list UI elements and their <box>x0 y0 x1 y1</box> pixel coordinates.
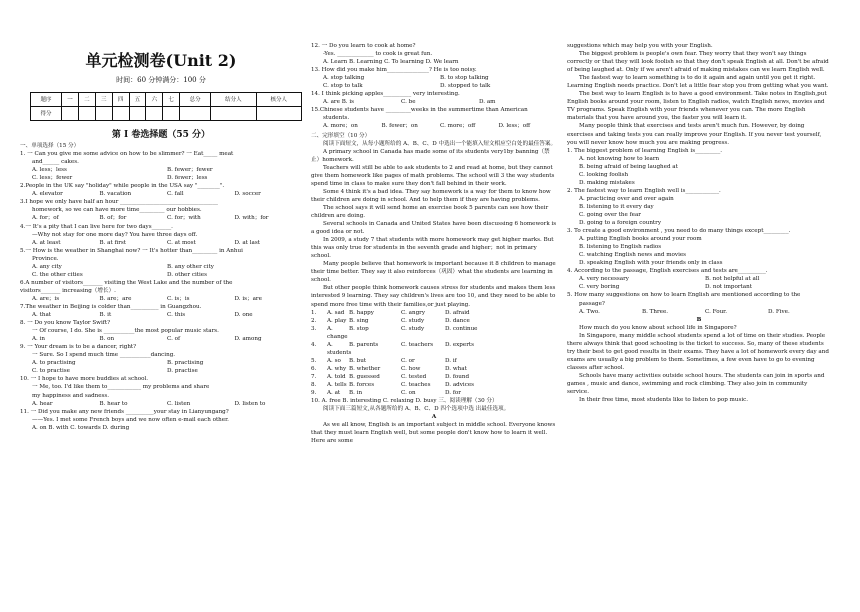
cloze-option-row <box>311 373 557 381</box>
cloze-number: 2. <box>311 317 317 324</box>
question-line: —Why not stay for one more day? You have three days off. <box>32 231 198 238</box>
answer-option: D. practise <box>167 368 198 375</box>
answer-option: B. fewer；on <box>381 123 418 130</box>
answer-option: C. the other cities <box>32 271 83 278</box>
answer-option: B. fewer；fewer <box>167 167 213 174</box>
option-d: D. for <box>445 390 461 397</box>
score-table-cell <box>112 107 129 121</box>
cloze-option-row <box>311 341 557 357</box>
section3-instructions: 阅读下面三篇短文,从各题所给的 A、B、C、D 四个选项中选 出最佳选项。 <box>323 406 510 413</box>
score-table-cell <box>146 107 163 121</box>
score-table-cell <box>129 107 146 121</box>
passage-line: 3. To create a good environment , you need to do many things except_________. <box>567 228 791 235</box>
score-table-cell <box>256 107 301 121</box>
answer-option: B. at first <box>99 239 127 246</box>
answer-option: A. for；of <box>32 215 59 222</box>
option-b: B. whether <box>349 365 381 372</box>
answer-option: C. of <box>167 336 181 343</box>
option-a: A. sad <box>327 309 345 316</box>
cloze-number: 5. <box>311 357 317 364</box>
option-d: D. afraid <box>445 309 470 316</box>
answer-options-row <box>20 295 302 303</box>
option-d: D. advices <box>445 381 475 388</box>
passage-line: 4. According to the passage, English exercises and tests are__________. <box>567 268 768 275</box>
option-a: A. told <box>327 373 346 380</box>
score-table <box>30 92 302 121</box>
cloze-option-row <box>311 365 557 373</box>
option-a: A. students <box>327 341 352 356</box>
question-line: 2.People in the UK say "holiday" while people in the USA say "________". <box>20 183 225 190</box>
question-line: Province. <box>32 255 59 262</box>
option-b: B. stop <box>349 325 369 332</box>
passage-line: B. listening to English radios <box>579 244 662 251</box>
answer-option: C. more；off <box>440 123 476 130</box>
cloze-option-row <box>311 381 557 389</box>
answer-options-row <box>311 74 557 82</box>
option-c: C. angry <box>401 309 425 316</box>
passage-line: 2. The fastest way to learn English well is____________. <box>567 187 721 194</box>
answer-option: B. vacation <box>99 191 132 198</box>
question-line: A. Learn B. Learning C. To learning D. We learn <box>323 59 459 66</box>
answer-options-row <box>20 239 302 247</box>
question-line: students. <box>323 115 350 122</box>
answer-options-row <box>20 214 302 222</box>
question-line: 3.I hope we only have half an hour ___________________________________ <box>20 199 218 206</box>
answer-option: A. are；is <box>32 295 60 302</box>
passage-line: The fastest way to learn something is to do it again and again until you get it right. Learning English needs practice. Don't let a little fear stop you from getting what you want. <box>567 75 829 90</box>
option-a: A. at <box>327 390 341 397</box>
passage-line: suggestions which may help you with your English. <box>567 43 713 49</box>
option-a: A. tells <box>327 381 347 388</box>
passage-a-label: A <box>431 414 437 421</box>
answer-options-row <box>20 166 302 174</box>
passage-line: In Singapore, many middle school students spend a lot of time on their studies. People there always think that good schooling is the ticket to success. So, many of these students try their best to get good results in their exams. They have a lot of homework every day and exams are usually a big problem to them. Sometimes, a few even have to go to evening classes after school. <box>567 332 829 371</box>
passage-a-intro: As we all know, English is an important subject in middle school. Everyone knows that they must learn English well, but some people don't know how to learn it well. Here are some <box>311 422 556 445</box>
answer-option: D. listen to <box>234 400 266 407</box>
answer-option: B. to stop talking <box>440 75 489 82</box>
answer-option: A. at least <box>32 239 61 246</box>
answer-options-row <box>20 424 302 432</box>
answer-options-row <box>20 359 302 367</box>
answer-options-row <box>20 263 302 271</box>
answer-option: B. any other city <box>167 263 214 270</box>
cloze-option-row <box>311 357 557 365</box>
score-table-header-row <box>31 93 302 107</box>
cloze-number: 7. <box>311 373 317 380</box>
option-c: C. how <box>401 365 421 372</box>
cloze-paragraph: In 2009, a study 7 that students with more homework may get higher marks. But this was only true for students in the seventh grade and higher；not in primary school. <box>311 237 554 260</box>
option-c: C. teachers <box>401 341 434 348</box>
section1-heading: 一、单项选择（15 分） <box>20 143 80 150</box>
part1-heading: 第 I 卷选择题（55 分） <box>111 130 211 141</box>
passage-line: C. looking foolish <box>579 171 629 178</box>
cloze-number: 4. <box>311 341 317 348</box>
score-table-cell <box>95 107 112 121</box>
question-line: 4.一 It's a pity that I can live here for two days_______. <box>20 223 173 230</box>
passage-line: Many people think that exercises and tests aren't much fun. However, by doing exercises and taking tests you can really improve your English. If you never test yourself, you will never know how much you are making progress. <box>567 123 822 146</box>
answer-option: C. very boring <box>579 284 620 291</box>
answer-option: D. fewer；less <box>167 175 208 182</box>
question-line: 12. 一 Do you learn to cook at home? <box>311 43 416 49</box>
score-table-score-row <box>31 107 302 121</box>
score-table-cell: 得分 <box>31 107 62 121</box>
score-table-cell: 二 <box>78 93 95 107</box>
answer-options-row <box>311 82 557 90</box>
cloze-paragraph: The school says it will send home an exercise book 5 parents can see how their children are doing. <box>311 204 549 219</box>
page-title: 单元检测卷(Unit 2) <box>85 51 237 70</box>
option-a: A. why <box>327 365 347 372</box>
question-line: 7.The weather in Beijing is colder than__________ in Guangzhou. <box>20 303 202 310</box>
cloze-question-10: 10. A. free B. interesting C. relaxing D. busy 三、阅读理解（30 分） <box>311 398 498 405</box>
option-a: A. change <box>327 325 348 340</box>
answer-option: A. on B. with C. towards D. during <box>32 424 130 431</box>
passage-line: D. going to a foreign country <box>579 220 662 227</box>
section1-questions-continued <box>311 42 557 131</box>
answer-options-row <box>567 275 831 283</box>
passage-line: B. listening to it every day <box>579 203 654 210</box>
answer-option: D. one <box>234 312 253 319</box>
answer-option: D. not important <box>705 284 752 291</box>
score-table-cell: 总分 <box>180 93 211 107</box>
answer-option: A. are B. is <box>323 99 355 106</box>
cloze-paragraph: Some 4 think it's a bad idea. They say homework is a way for them to know how their children are doing in school. And to help them if they are having problems. <box>311 188 551 203</box>
question-line: 8. 一 Do you know Taylor Swift? <box>20 320 111 327</box>
cloze-options <box>311 309 557 398</box>
score-table-cell: 三 <box>95 93 112 107</box>
answer-options-row <box>20 190 302 198</box>
answer-option: A. very necessary <box>579 276 629 283</box>
score-table-cell <box>163 107 180 121</box>
answer-options-row <box>20 174 302 182</box>
answer-option: B. it <box>99 312 112 319</box>
answer-option: B. Three. <box>642 308 669 315</box>
cloze-number: 9. <box>311 390 317 397</box>
question-line: visitors_______ increasing（增长）. <box>20 287 116 294</box>
answer-options-row <box>311 122 557 130</box>
answer-option: A. that <box>32 312 52 319</box>
question-line: 14. I think picking apples__________ very interesting. <box>311 91 460 98</box>
cloze-option-row <box>311 317 557 325</box>
option-c: C. study <box>401 325 425 332</box>
question-line: ——Yes. I met some French boys and we now often e-mail each other. <box>32 416 229 423</box>
option-d: D. experts <box>445 341 474 348</box>
answer-option: C. be <box>401 99 416 106</box>
question-line: 5.一 How is the weather in Shanghai now? 一 It's hotter than_________ in Anhui <box>20 247 243 254</box>
answer-option: D. at last <box>234 239 260 246</box>
answer-option: C. this <box>167 312 186 319</box>
passage-line: The biggest problem is people's own fear. They worry that they won't say things correctly or that they will look foolish so that they don't speak English at all. Don't be afraid of being laughed at. Only if we aren't afraid of making mistakes can we learn English well. <box>567 51 829 74</box>
answer-option: D. with；for <box>234 215 269 222</box>
answer-option: A. any city <box>32 263 62 270</box>
answer-option: C. fall <box>167 191 184 198</box>
score-table-cell <box>78 107 95 121</box>
answer-option: A. less；less <box>32 167 67 174</box>
answer-option: D. other cities <box>167 271 207 278</box>
answer-options-row <box>567 308 831 316</box>
question-line: 6.A number of visitors_______ visiting the West Lake and the number of the <box>20 279 233 286</box>
question-line: 一 Me, too. I'd like them to____________ my problems and share <box>32 384 210 391</box>
passage-line: 5. How many suggestions on how to learn English are mentioned according to the <box>567 292 801 299</box>
answer-option: B. practising <box>167 360 204 367</box>
question-line: my happiness and sadness. <box>32 392 110 399</box>
answer-options-row <box>20 367 302 375</box>
answer-option: D. soccer <box>234 191 261 198</box>
cloze-option-row <box>311 325 557 341</box>
answer-option: A. stop talking <box>323 75 365 82</box>
passage-line: D. speaking English with your friends only in class <box>579 260 723 267</box>
score-table-cell: 一 <box>62 93 79 107</box>
option-d: D. if <box>445 357 457 364</box>
passage-line: C. going over the fear <box>579 211 641 218</box>
cloze-paragraph: A primary school in Canada has made some of its students very1by banning（禁止）homework. <box>311 148 550 163</box>
section2-heading: 二、完形填空（10 分） <box>311 132 371 139</box>
score-table-cell: 核分人 <box>256 93 301 107</box>
answer-option: C. for；with <box>167 215 201 222</box>
answer-option: D. less；off <box>498 123 531 130</box>
cloze-number: 6. <box>311 365 317 372</box>
option-b: B. happy <box>349 309 374 316</box>
answer-option: B. on <box>99 336 115 343</box>
cloze-number: 1. <box>311 309 317 316</box>
passage-line: A. practicing over and over again <box>579 195 674 202</box>
answer-options-row <box>311 98 557 106</box>
answer-options-row <box>20 311 302 319</box>
cloze-passage <box>311 148 557 309</box>
option-b: B. but <box>349 357 367 364</box>
option-c: C. teaches <box>401 381 431 388</box>
answer-option: D. am <box>479 99 496 106</box>
question-line: 10. 一 I hope to have more buddies at school. <box>20 376 149 383</box>
option-b: B. sing <box>349 317 369 324</box>
question-line: 1. 一 Can you give me some advice on how to be slimmer? 一 Eat_____ meat <box>20 151 234 158</box>
option-d: D. dance <box>445 317 470 324</box>
passage-line: B. being afraid of being laughed at <box>579 163 678 170</box>
answer-option: A. to practising <box>32 360 76 367</box>
question-line: 一 Sure. So I spend much time ___________dancing. <box>32 352 176 359</box>
option-b: B. forces <box>349 381 375 388</box>
answer-option: B. of；for <box>99 215 127 222</box>
question-line: 11. 一 Did you make any new friends __________your stay in Lianyungang? <box>20 408 229 415</box>
answer-option: D. is；are <box>234 295 262 302</box>
option-c: C. on <box>401 390 416 397</box>
question-line: 13. How did you make him_______________? He is too noisy. <box>311 67 477 74</box>
exam-time-subtitle: 时间：60 分钟满分：100 分 <box>116 76 206 84</box>
option-b: B. in <box>349 390 363 397</box>
cloze-paragraph: Teachers will still be able to ask students to 2 and read at home, but they cannot give them homework like pages of math problems. The school will 3 the way students spend time in class to make sure they don't fall behind in their work. <box>311 164 555 187</box>
answer-option: B. are；are <box>99 295 132 302</box>
section1-questions <box>20 150 302 432</box>
option-c: C. or <box>401 357 415 364</box>
answer-option: A. elevator <box>32 191 63 198</box>
answer-option: C. is；is <box>167 295 190 302</box>
cloze-option-row <box>311 389 557 397</box>
answer-option: C. less；fewer <box>32 175 73 182</box>
question-line: homework, so we can have more time_________ our hobbies. <box>32 207 202 214</box>
column-left <box>20 0 302 432</box>
score-table-cell: 五 <box>129 93 146 107</box>
question-line: 15.Chinese students have _________weeks in the summertime than American <box>311 107 528 114</box>
question-line: 9. 一 Your dream is to be a dancer, right? <box>20 344 137 351</box>
answer-option: C. listen <box>167 400 191 407</box>
passage-line: B <box>696 316 702 323</box>
option-d: D. found <box>445 373 470 380</box>
passage-line: A. putting English books around your room <box>579 236 702 243</box>
passage-line: Schools have many activities outside school hours. The students can join in sports and games , music and dance, swimming and rock climbing. They also join in community service. <box>567 372 825 396</box>
score-table-cell <box>62 107 79 121</box>
score-table-cell: 题序 <box>31 93 62 107</box>
cloze-option-row <box>311 309 557 317</box>
option-b: B. parents <box>349 341 379 348</box>
answer-option: D. Five. <box>768 308 790 315</box>
answer-options-row <box>20 271 302 279</box>
answer-option: B. hear to <box>99 400 128 407</box>
passage-line: passage? <box>579 300 605 307</box>
column-right <box>567 0 831 404</box>
option-c: C. study <box>401 317 425 324</box>
passage-line: 1. The biggest problem of learning English is_________. <box>567 147 723 154</box>
cloze-paragraph: But other people think homework causes stress for students and makes them less interested 9 learning. They say children's lives are too 10, and they need to be able to spend more free time with their families,or just playing. <box>311 285 556 308</box>
score-table-cell: 七 <box>163 93 180 107</box>
passage-line: The best way to learn English is to have a good environment. Take notes in English,put English books around your room, listen to English radios, watch English news, movies and TV programs. Speak English with your friends whenever you can. The more English materials that you have around you, the faster you will learn it. <box>567 91 827 122</box>
cloze-number: 8. <box>311 381 317 388</box>
option-a: A. play <box>327 317 347 324</box>
score-table-cell <box>180 107 211 121</box>
option-b: B. guessed <box>349 373 380 380</box>
passage-line: How much do you know about school life in Singapore? <box>579 324 737 331</box>
option-c: C. tested <box>401 373 427 380</box>
column-middle <box>311 0 557 445</box>
answer-option: D. among <box>234 336 262 343</box>
option-d: D. what <box>445 365 467 372</box>
option-a: A. so <box>327 357 341 364</box>
passage-line: D. making mistakes <box>579 179 635 186</box>
cloze-paragraph: Many people believe that homework is important because it 8 children to manage their time better. They say it also reinforces（巩固）what the students are learning in school. <box>311 261 556 284</box>
cloze-number: 3. <box>311 325 317 332</box>
score-table-cell: 四 <box>112 93 129 107</box>
passage-line: C. watching English news and movies <box>579 252 687 259</box>
passage-line: A. not knowing how to learn <box>579 155 660 162</box>
score-table-cell: 结分人 <box>211 93 256 107</box>
answer-option: C. Four. <box>705 308 728 315</box>
passage-line: In their free time, most students like to listen to pop music. <box>579 397 749 404</box>
question-line: -Yes. _____________ to cook is great fun. <box>323 51 433 58</box>
answer-options-row <box>20 335 302 343</box>
answer-options-row <box>20 400 302 408</box>
answer-option: A. in <box>32 336 45 343</box>
question-line: 一 Of course, I do. She is ___________the most popular music stars. <box>32 328 219 335</box>
answer-option: C. to practise <box>32 368 70 375</box>
score-table-cell <box>211 107 256 121</box>
answer-option: C. at most <box>167 239 196 246</box>
answer-option: A. Two. <box>579 308 600 315</box>
reading-passages <box>567 42 831 404</box>
score-table-cell: 六 <box>146 93 163 107</box>
section2-instructions: 阅读下面短文，从每小题所给的 A、B、C、D 中选出一个能填入短文相应空白处的最佳答案。 <box>323 140 557 147</box>
cloze-paragraph: Several schools in Canada and United States have been discussing 6 homework is a good idea or not. <box>311 221 557 236</box>
answer-option: D. stopped to talk <box>440 83 491 90</box>
option-d: D. continue <box>445 325 478 332</box>
answer-options-row <box>567 283 831 291</box>
answer-option: C. stop to talk <box>323 83 363 90</box>
answer-option: A. hear <box>32 400 53 407</box>
answer-option: A. more；on <box>323 123 358 130</box>
answer-option: B. not helpful at all <box>705 276 760 283</box>
question-line: and______ cakes. <box>32 159 79 166</box>
